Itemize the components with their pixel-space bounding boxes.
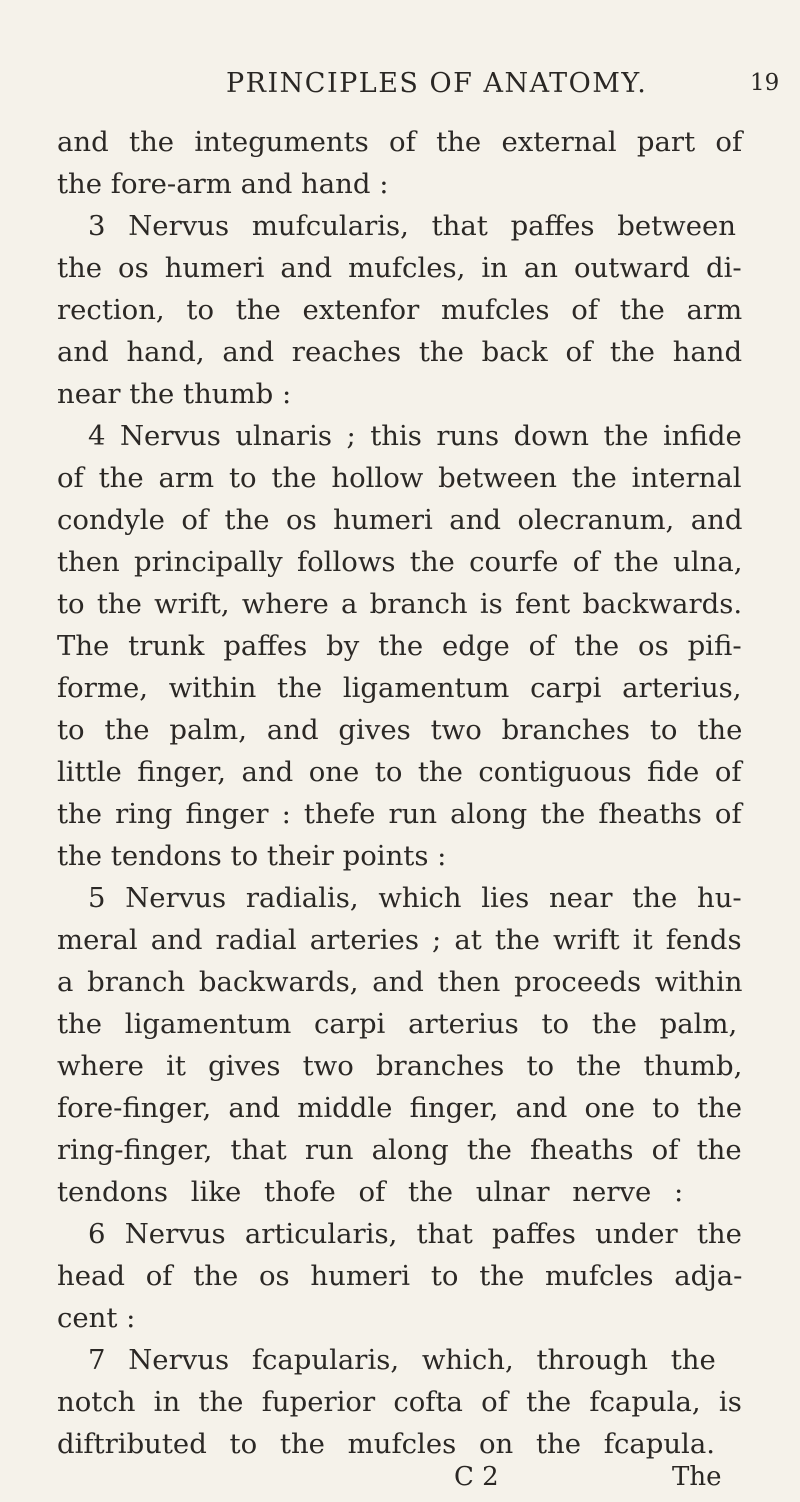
running-head bbox=[0, 68, 800, 108]
text-line: and the integuments of the external part of bbox=[57, 126, 743, 158]
text-line: to the palm, and gives two branches to the bbox=[57, 714, 743, 746]
text-line: the ligamentum carpi arterius to the palm, bbox=[57, 1008, 738, 1040]
text-line: a branch backwards, and then proceeds within bbox=[57, 966, 743, 998]
text-line: the tendons to their points : bbox=[57, 840, 447, 872]
text-line: fore-finger, and middle finger, and one to the bbox=[57, 1092, 742, 1124]
text-line: head of the os humeri to the mufcles adja- bbox=[57, 1260, 743, 1292]
page-number: 19 bbox=[750, 70, 780, 96]
text-line: and hand, and reaches the back of the hand bbox=[57, 336, 743, 368]
text-line: diftributed to the mufcles on the fcapula. bbox=[57, 1428, 715, 1460]
text-line: the fore-arm and hand : bbox=[57, 168, 389, 200]
page-footer bbox=[0, 1462, 800, 1502]
text-line: 6 Nervus articularis, that paffes under the bbox=[88, 1218, 742, 1250]
running-title: PRINCIPLES OF ANATOMY. bbox=[226, 68, 648, 99]
text-line: 4 Nervus ulnaris ; this runs down the infide bbox=[88, 420, 742, 452]
text-line: The trunk paffes by the edge of the os pifi- bbox=[57, 630, 742, 662]
text-line: little finger, and one to the contiguous fide of bbox=[57, 756, 742, 788]
text-line: then principally follows the courfe of the ulna, bbox=[57, 546, 743, 578]
text-line: 3 Nervus mufcularis, that paffes between bbox=[88, 210, 736, 242]
signature-mark: C 2 bbox=[454, 1462, 499, 1492]
text-line: 5 Nervus radialis, which lies near the hu- bbox=[88, 882, 742, 914]
text-line: notch in the fuperior cofta of the fcapula, is bbox=[57, 1386, 742, 1418]
text-line: tendons like thofe of the ulnar nerve : bbox=[57, 1176, 684, 1208]
text-line: meral and radial arteries ; at the wrift it fends bbox=[57, 924, 742, 956]
text-line: 7 Nervus fcapularis, which, through the bbox=[88, 1344, 716, 1376]
text-line: where it gives two branches to the thumb, bbox=[57, 1050, 743, 1082]
text-line: of the arm to the hollow between the internal bbox=[57, 462, 742, 494]
text-line: ring-finger, that run along the fheaths of the bbox=[57, 1134, 742, 1166]
text-line: condyle of the os humeri and olecranum, and bbox=[57, 504, 743, 536]
text-line: near the thumb : bbox=[57, 378, 292, 410]
text-line: cent : bbox=[57, 1302, 136, 1334]
text-line: rection, to the extenfor mufcles of the arm bbox=[57, 294, 743, 326]
text-line: to the wrift, where a branch is fent backwards. bbox=[57, 588, 743, 620]
text-line: the ring finger : thefe run along the fheaths of bbox=[57, 798, 742, 830]
catchword: The bbox=[672, 1462, 722, 1492]
text-line: the os humeri and mufcles, in an outward di- bbox=[57, 252, 742, 284]
text-line: forme, within the ligamentum carpi arterius, bbox=[57, 672, 742, 704]
